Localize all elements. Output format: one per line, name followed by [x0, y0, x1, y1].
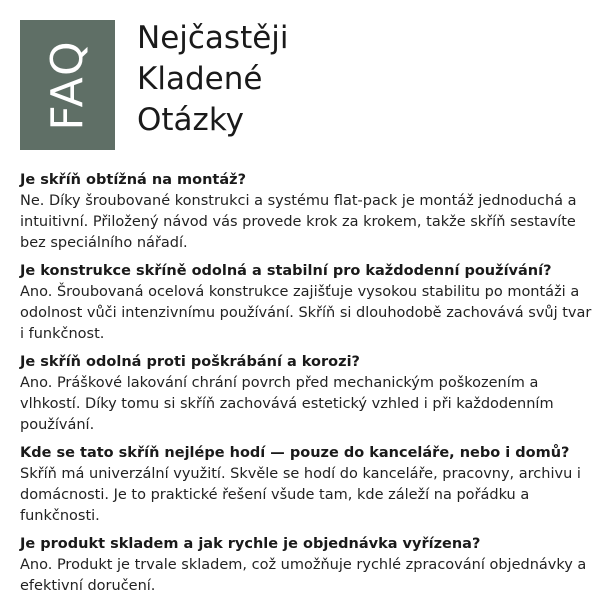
faq-item	[20, 170, 592, 254]
faq-question: Je skříň odolná proti poškrábání a korozi?	[20, 354, 360, 370]
faq-answer: Ano. Produkt je trvale skladem, což umožňuje rychlé zpracování objednávky a efektivní doručení.	[20, 557, 587, 594]
faq-answer: Ano. Práškové lakování chrání povrch před mechanickým poškozením a vlhkostí. Díky tomu si skříň zachovává estetický vzhled i při každodenním používání.	[20, 375, 554, 433]
faq-header	[20, 20, 289, 150]
page-title-line-3: Otázky	[137, 102, 245, 138]
faq-badge	[20, 20, 115, 150]
faq-item	[20, 261, 592, 345]
faq-answer: Skříň má univerzální využití. Skvěle se hodí do kanceláře, pracovny, archivu i domácnosti. Je to praktické řešení všude tam, kde záleží na pořádku a funkčnosti.	[20, 466, 581, 524]
faq-item	[20, 534, 592, 597]
faq-question: Je konstrukce skříně odolná a stabilní pro každodenní používání?	[20, 263, 552, 279]
faq-question: Je skříň obtížná na montáž?	[20, 172, 246, 188]
page-title-line-2: Kladené	[137, 61, 263, 97]
faq-question: Je produkt skladem a jak rychle je objednávka vyřízena?	[20, 536, 481, 552]
faq-badge-label: FAQ	[41, 39, 93, 131]
page-title	[137, 18, 289, 150]
faq-answer: Ne. Díky šroubované konstrukci a systému flat-pack je montáž jednoduchá a intuitivní. Přiložený návod vás provede krok za krokem, takže skříň sestavíte bez speciálního nářadí.	[20, 193, 577, 251]
faq-item	[20, 352, 592, 436]
faq-item	[20, 443, 592, 527]
faq-answer: Ano. Šroubovaná ocelová konstrukce zajišťuje vysokou stabilitu po montáži a odolnost vůči intenzivnímu používání. Skříň si dlouhodobě zachovává svůj tvar i funkčnost.	[20, 284, 592, 342]
faq-question: Kde se tato skříň nejlépe hodí — pouze do kanceláře, nebo i domů?	[20, 445, 570, 461]
faq-list	[20, 170, 592, 604]
page-title-line-1: Nejčastěji	[137, 20, 289, 56]
